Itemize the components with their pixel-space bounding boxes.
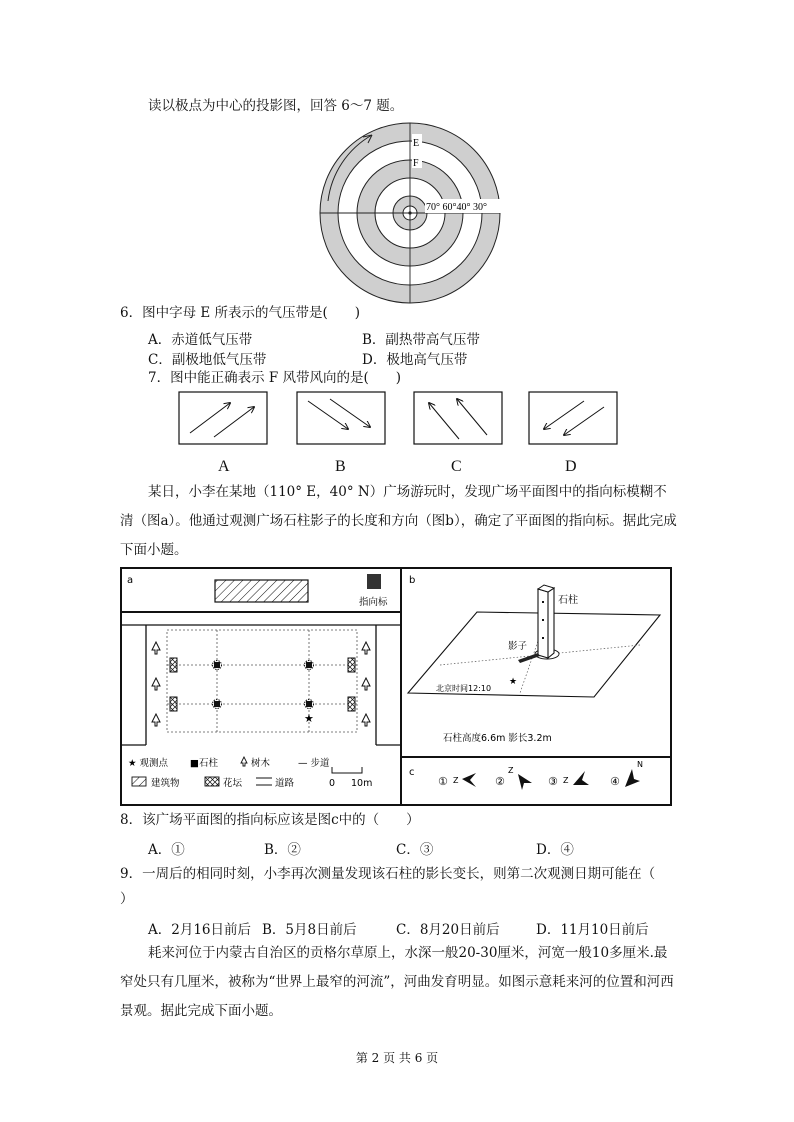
legend-road: 道路: [275, 778, 295, 789]
q7-box-a[interactable]: [179, 392, 267, 444]
legend-pillar: ■石柱: [190, 758, 218, 769]
c2-n: Z: [508, 766, 514, 775]
pillar-caption: 石柱高度6.6m 影长3.2m: [443, 733, 552, 744]
q9-option-b[interactable]: B．5月8日前后: [262, 922, 357, 938]
passage-10: 耗来河位于内蒙古自治区的贡格尔草原上，水深一般20-30厘米，河宽一般10多厘米.最窄处只有几厘米，被称为“世界上最窄的河流”，河曲发育明显。如图示意耗来河的位置和河西景观。据此完成下面小题。: [120, 945, 674, 1019]
q9-stem-line2: ）: [120, 891, 134, 907]
passage-8-9: 某日，小李在某地（110° E，40° N）广场游玩时，发现广场平面图中的指向标模糊不清（图a）。他通过观测广场石柱影子的长度和方向（图b），确定了平面图的指向标。据此完成下面小题。: [120, 484, 677, 558]
legend-flower-icon: [205, 777, 219, 786]
q8-stem: 8．该广场平面图的指向标应该是图c中的（ ）: [120, 812, 420, 828]
q7-label-b: B: [335, 458, 346, 475]
q8-option-d[interactable]: D．④: [536, 842, 574, 858]
building: [215, 580, 308, 602]
q9-option-c[interactable]: C．8月20日前后: [396, 922, 500, 938]
label-e: E: [413, 138, 420, 149]
intro-6-7: 读以极点为中心的投影图，回答 6～7 题。: [148, 98, 404, 114]
figure-abc: [120, 567, 672, 807]
q8-option-a[interactable]: A．①: [148, 842, 185, 858]
beijing-time: 北京时间12:10: [436, 684, 492, 693]
observation-star: ★: [304, 712, 314, 725]
latitude-labels: 70° 60°40° 30°: [426, 202, 487, 213]
q8-option-b[interactable]: B．②: [264, 842, 301, 858]
c-option-3[interactable]: ③: [548, 775, 558, 788]
q7-stem: 7．图中能正确表示 F 风带风向的是( ): [148, 370, 402, 386]
q6-stem: 6．图中字母 E 所表示的气压带是( ): [120, 305, 361, 321]
polar-projection-diagram: [310, 113, 510, 313]
legend-building-icon: [132, 777, 146, 786]
legend-tree: 树木: [251, 758, 271, 769]
c-option-4[interactable]: ④: [610, 775, 620, 788]
q9-option-a[interactable]: A．2月16日前后: [148, 922, 252, 938]
label-f: F: [413, 158, 419, 169]
pointer-blur-icon: [367, 574, 381, 589]
c-option-2[interactable]: ②: [495, 775, 505, 788]
legend-walkway: — 步道: [298, 758, 330, 769]
q7-label-a: A: [218, 458, 230, 475]
stone-pillar: [538, 588, 554, 658]
observer-star: ★: [509, 677, 518, 687]
pointer-label: 指向标: [359, 597, 388, 608]
c3-n: Z: [563, 776, 569, 785]
scale-0: 0: [329, 778, 336, 789]
q9-option-d[interactable]: D．11月10日前后: [536, 922, 649, 938]
page-footer: 第 2 页 共 6 页: [355, 1051, 439, 1065]
q8-option-c[interactable]: C．③: [396, 842, 434, 858]
legend-observation: ★ 观测点: [128, 758, 169, 769]
pillar-label: 石柱: [558, 595, 578, 606]
shadow-label: 影子: [508, 641, 528, 652]
q9-stem-line1: 9．一周后的相同时刻，小李再次测量发现该石柱的影长变长，则第二次观测日期可能在（: [120, 866, 656, 882]
q6-option-c[interactable]: C．副极地低气压带: [148, 352, 267, 368]
fig-a-label: a: [127, 575, 134, 586]
fig-b-label: b: [409, 575, 416, 586]
q7-box-c[interactable]: [414, 392, 502, 444]
q6-option-d[interactable]: D．极地高气压带: [362, 352, 468, 368]
q7-option-boxes: [178, 391, 618, 451]
c1-n: Z: [453, 776, 459, 785]
q6-option-a[interactable]: A．赤道低气压带: [148, 332, 253, 348]
q7-label-d: D: [565, 458, 577, 475]
q7-box-b[interactable]: [297, 392, 385, 444]
c-option-1[interactable]: ①: [438, 775, 448, 788]
legend-building: 建筑物: [151, 778, 180, 789]
fig-c-label: c: [409, 767, 415, 778]
q7-box-d[interactable]: [529, 392, 617, 444]
q6-option-b[interactable]: B．副热带高气压带: [362, 332, 480, 348]
c4-n: N: [637, 760, 643, 769]
legend-flower: 花坛: [223, 778, 243, 789]
scale-10m: 10m: [351, 778, 373, 789]
q7-label-c: C: [451, 458, 462, 475]
